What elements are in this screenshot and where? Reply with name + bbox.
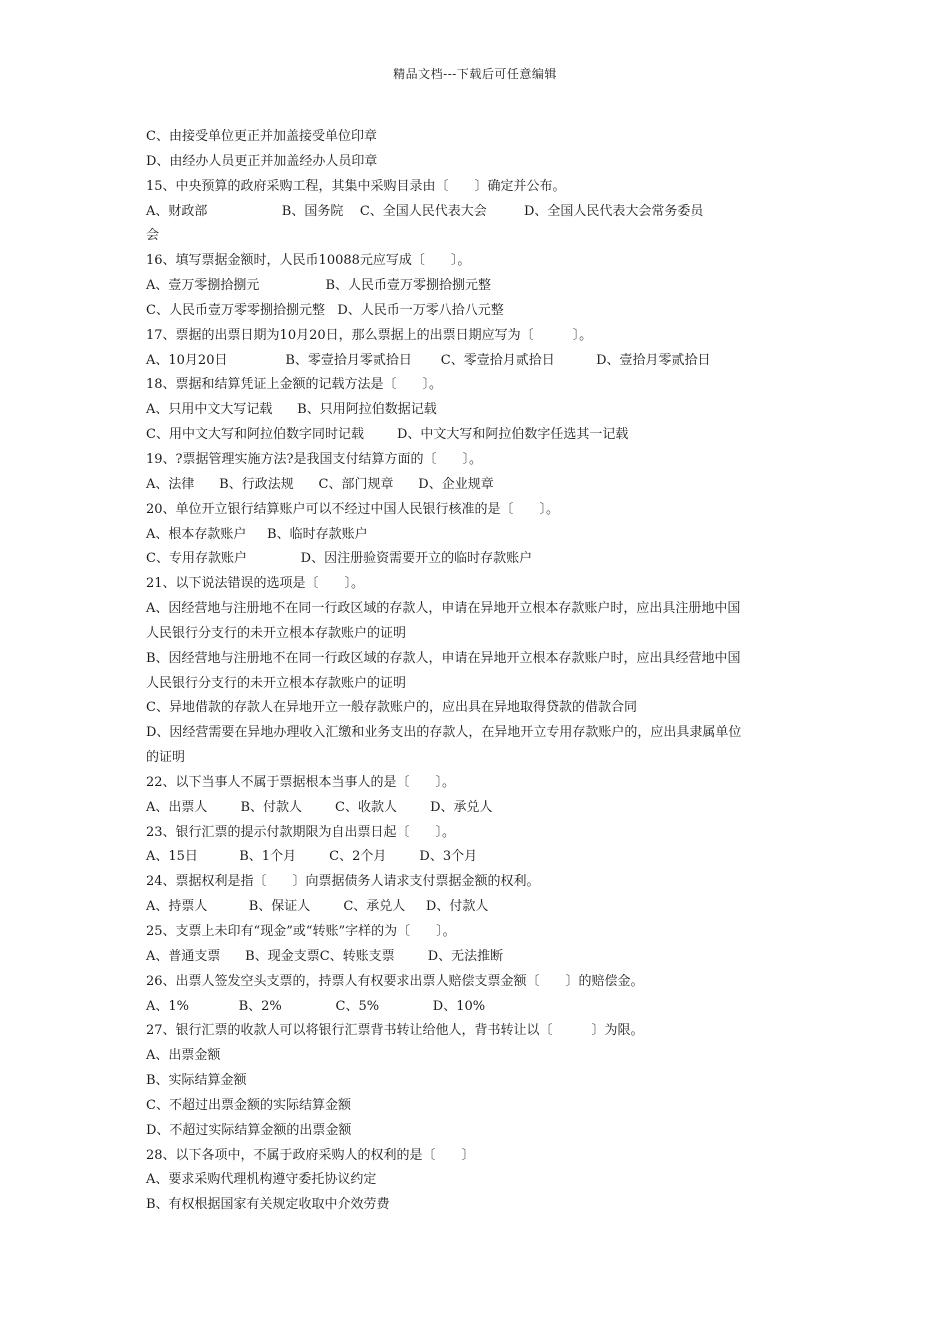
text-line: D、由经办人员更正并加盖经办人员印章 <box>146 153 378 169</box>
question-21: 21、以下说法错误的选项是〔 〕。 <box>146 576 365 592</box>
text-line: A、根本存款账户 B、临时存款账户 <box>146 526 368 542</box>
text-line: A、持票人 B、保证人 C、承兑人 D、付款人 <box>146 899 489 915</box>
question-20: 20、单位开立银行结算账户可以不经过中国人民银行核准的是〔 〕。 <box>146 501 560 517</box>
text-line: 会 <box>146 228 160 244</box>
text-line: B、有权根据国家有关规定收取中介效劳费 <box>146 1197 390 1213</box>
text-line: C、用中文大写和阿拉伯数字同时记载 D、中文大写和阿拉伯数字任选其一记载 <box>146 427 629 443</box>
text-line: A、财政部 B、国务院 C、全国人民代表大会 D、全国人民代表大会常务委员 <box>146 203 704 219</box>
question-24: 24、票据权利是指〔 〕向票据债务人请求支付票据金额的权利。 <box>146 874 540 890</box>
page-header: 精品文档---下载后可任意编辑 <box>393 67 557 81</box>
question-18: 18、票据和结算凭证上金额的记载方法是〔 〕。 <box>146 377 443 393</box>
text-line: A、15日 B、1个月 C、2个月 D、3个月 <box>146 849 478 865</box>
question-27: 27、银行汇票的收款人可以将银行汇票背书转让给他人，背书转让以〔 〕为限。 <box>146 1023 644 1039</box>
question-26: 26、出票人签发空头支票的，持票人有权要求出票人赔偿支票金额〔 〕的赔偿金。 <box>146 973 644 989</box>
text-line: C、不超过出票金额的实际结算金额 <box>146 1097 351 1113</box>
text-line: A、普通支票 B、现金支票C、转账支票 D、无法推断 <box>146 948 504 964</box>
question-25: 25、支票上未印有“现金”或“转账”字样的为〔 〕。 <box>146 924 456 939</box>
text-line: A、要求采购代理机构遵守委托协议约定 <box>146 1172 377 1188</box>
text-line: C、专用存款账户 D、因注册验资需要开立的临时存款账户 <box>146 551 533 567</box>
document-body <box>146 125 806 1218</box>
text-line: C、异地借款的存款人在异地开立一般存款账户的，应出具在异地取得贷款的借款合同 <box>146 700 637 716</box>
question-22: 22、以下当事人不属于票据根本当事人的是〔 〕。 <box>146 774 456 790</box>
question-19: 19、?票据管理实施方法?是我国支付结算方面的〔 〕。 <box>146 451 482 467</box>
text-line: A、只用中文大写记载 B、只用阿拉伯数据记载 <box>146 402 437 418</box>
question-17: 17、票据的出票日期为10月20日，那么票据上的出票日期应写为〔 〕。 <box>146 327 593 343</box>
question-16: 16、填写票据金额时，人民币10088元应写成〔 〕。 <box>146 253 471 269</box>
question-28: 28、以下各项中，不属于政府采购人的权利的是〔 〕 <box>146 1147 475 1163</box>
text-line: A、1% B、2% C、5% D、10% <box>146 998 486 1014</box>
text-line: B、因经营地与注册地不在同一行政区域的存款人，申请在异地开立根本存款账户时，应出具经营地中国 <box>146 650 741 666</box>
text-line: B、实际结算金额 <box>146 1073 247 1089</box>
text-line: D、不超过实际结算金额的出票金额 <box>146 1122 352 1138</box>
text-line: A、壹万零捌拾捌元 B、人民币壹万零捌拾捌元整 <box>146 278 492 294</box>
text-line: A、因经营地与注册地不在同一行政区域的存款人，申请在异地开立根本存款账户时，应出具注册地中国 <box>146 601 741 617</box>
text-line: A、出票金额 <box>146 1048 221 1064</box>
text-line: C、人民币壹万零零捌拾捌元整 D、人民币一万零八拾八元整 <box>146 302 504 318</box>
text-line: C、由接受单位更正并加盖接受单位印章 <box>146 129 377 144</box>
text-line: A、法律 B、行政法规 C、部门规章 D、企业规章 <box>146 476 494 492</box>
question-15: 15、中央预算的政府采购工程，其集中采购目录由〔 〕确定并公布。 <box>146 178 566 194</box>
text-line: 的证明 <box>146 750 186 766</box>
question-23: 23、银行汇票的提示付款期限为自出票日起〔 〕。 <box>146 824 456 840</box>
text-line: D、因经营需要在异地办理收入汇缴和业务支出的存款人，在异地开立专用存款账户的，应出具隶属单位 <box>146 725 742 741</box>
text-line: A、出票人 B、付款人 C、收款人 D、承兑人 <box>146 799 493 815</box>
text-line: 人民银行分支行的未开立根本存款账户的证明 <box>146 675 407 691</box>
text-line: 人民银行分支行的未开立根本存款账户的证明 <box>146 625 407 641</box>
text-line: A、10月20日 B、零壹拾月零贰拾日 C、零壹拾月贰拾日 D、壹拾月零贰拾日 <box>146 352 711 368</box>
